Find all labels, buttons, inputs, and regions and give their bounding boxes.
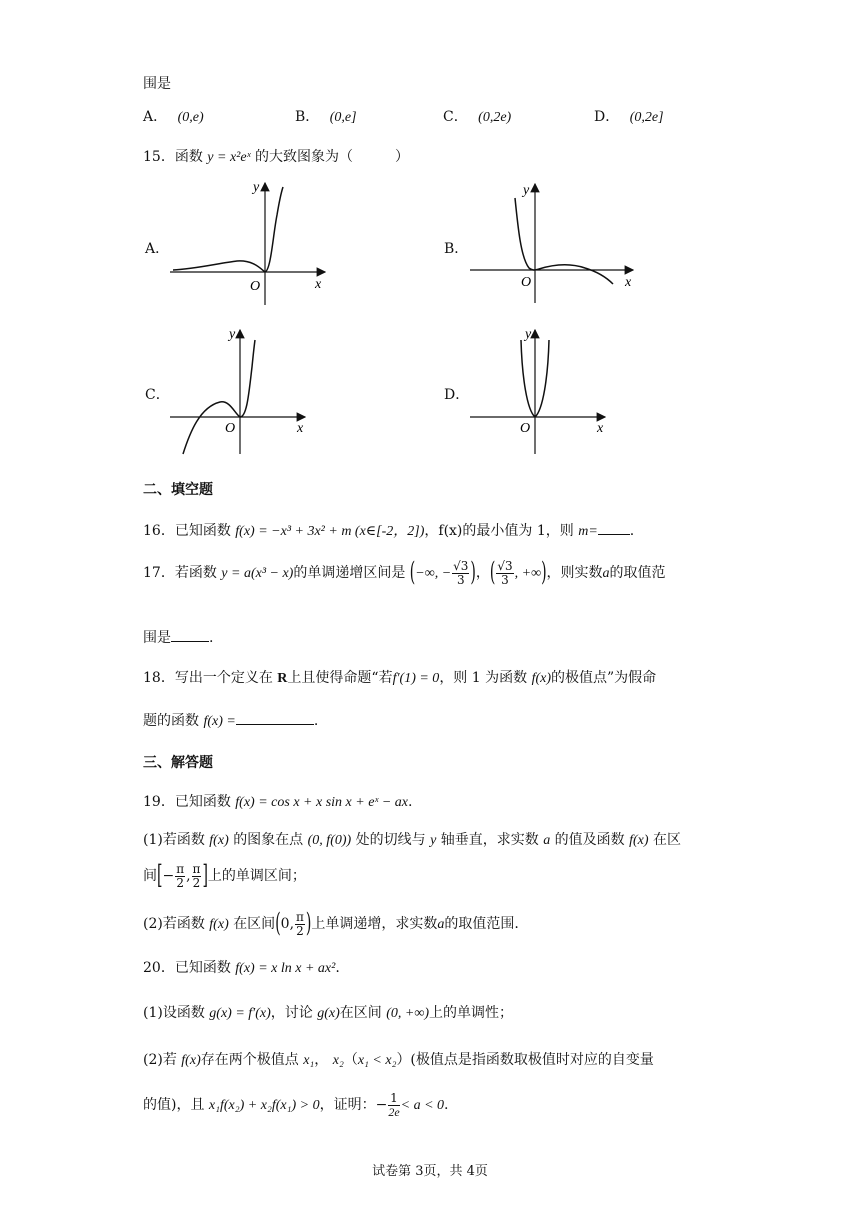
- q18-text: 上且使得命题“若: [287, 670, 393, 686]
- option-label: A．: [143, 109, 168, 125]
- q16-lead: 16．已知函数: [143, 523, 231, 539]
- option-label: C．: [443, 109, 468, 125]
- q18-fx: f(x): [531, 671, 552, 686]
- interval-2-end: , +∞: [514, 566, 542, 582]
- y-label: y: [229, 327, 236, 342]
- q19: 19．已知函数 f(x) = cos x + x sin x + eˣ − ax.: [143, 794, 413, 810]
- graph-label-a: A．: [145, 241, 170, 257]
- graph-label-d: D．: [444, 387, 470, 403]
- graph-a: [165, 175, 340, 310]
- q17-text: 的单调递增区间是: [293, 565, 406, 582]
- q19-part1: (1)若函数 f(x) 的图象在点 (0, f(0)) 处的切线与 y 轴垂直，求实数 a 的值及函数 f(x) 在区: [143, 832, 682, 848]
- q14-option-d: [594, 106, 664, 126]
- graph-label-c: C．: [145, 387, 170, 403]
- q14-option-b: [295, 106, 357, 126]
- q17: 17．若函数 y = a(x³ − x)的单调递增区间是 (−∞, − $\frac{√3}{3}$ )，( $\frac{√3}{3}$ , +∞)，则实数a的取值范: [143, 557, 666, 589]
- q19-formula: f(x) = cos x + x sin x + eˣ − ax: [235, 795, 409, 810]
- q19-part2: (2)若函数 f(x) 在区间(0, $\frac{\pi}{2}$ )上单调递增，求实数a的取值范围.: [143, 908, 519, 940]
- option-value: (0,e): [177, 110, 204, 125]
- section-title-solve: 三、解答题: [143, 755, 213, 771]
- x-label: x: [315, 277, 322, 292]
- q18-formula: f′(1) = 0: [392, 671, 440, 686]
- q14-option-a: [143, 106, 204, 126]
- option-label: B．: [295, 109, 320, 125]
- q16-end: .: [629, 523, 635, 539]
- graph-b: [465, 178, 645, 310]
- q17-line2: 围是 .: [143, 627, 213, 647]
- q15-text: 的大致图象为（ ）: [254, 149, 409, 165]
- q15-formula: y = x²eˣ: [207, 150, 251, 165]
- option-value: (0,e]: [329, 110, 357, 125]
- q19-lead: 19．已知函数: [143, 794, 231, 810]
- x-label: x: [597, 421, 604, 436]
- q16-formula: f(x) = −x³ + 3x² + m (x∈[-2，2]): [235, 524, 425, 539]
- curve: [183, 340, 255, 454]
- option-label: D．: [594, 109, 620, 125]
- fraction: $\frac{√3}{3}$: [453, 559, 469, 587]
- graph-c: [165, 322, 315, 457]
- curve: [173, 187, 283, 272]
- origin-label: O: [250, 279, 261, 294]
- q18-lead: 18．写出一个定义在: [143, 670, 273, 686]
- q18-line2: 题的函数 f(x) = .: [143, 710, 318, 730]
- q20: 20．已知函数 f(x) = x ln x + ax².: [143, 960, 340, 976]
- origin-label: O: [225, 421, 236, 436]
- page-footer: 试卷第 3页，共 4页: [372, 1164, 488, 1179]
- origin-label: O: [521, 275, 532, 290]
- x-label: x: [625, 275, 632, 290]
- q17-text-2: ，则实数: [546, 565, 603, 582]
- q16-m: m=: [578, 524, 598, 539]
- q17-text-3: 的取值范: [609, 565, 666, 582]
- answer-blank[interactable]: [598, 520, 630, 535]
- q16-text: ，f(x)的最小值为 1，则: [424, 523, 574, 539]
- interval-1-start: −∞, −: [415, 566, 452, 582]
- q18-text-2: ，则 1 为函数: [439, 670, 528, 686]
- fraction: $\frac{\pi}{2}$: [296, 910, 304, 938]
- q20-part2-line2: 的值)，且 x₁f(x₂) + x₂f(x₁) > 0，证明：− $\frac{1}{2e}$ < a < 0.: [143, 1091, 449, 1119]
- y-label: y: [253, 180, 260, 195]
- graph-label-b: B．: [444, 241, 469, 257]
- option-value: (0,2e]: [629, 110, 664, 125]
- section-title-fill-blank: 二、填空题: [143, 482, 213, 498]
- q20-formula: f(x) = x ln x + ax²: [235, 961, 336, 976]
- q20-part2: (2)若 f(x)存在两个极值点 x₁， x₂（x₁ < x₂）(极值点是指函数取极值时对应的自变量: [143, 1052, 654, 1068]
- origin-label: O: [520, 421, 531, 436]
- option-value: (0,2e): [478, 110, 512, 125]
- q17-lead: 17．若函数: [143, 565, 217, 582]
- fraction: $\frac{√3}{3}$: [497, 559, 513, 587]
- x-label: x: [297, 421, 304, 436]
- q17-formula: y = a(x³ − x): [221, 566, 294, 582]
- q15-number: 15．函数: [143, 149, 203, 165]
- fraction: $\frac{1}{2e}$: [388, 1091, 400, 1119]
- answer-blank[interactable]: [236, 710, 314, 725]
- y-label: y: [523, 183, 530, 198]
- comma: ，: [475, 565, 490, 582]
- q15-stem: [143, 146, 409, 166]
- var-a: a: [602, 566, 610, 582]
- q20-part1: (1)设函数 g(x) = f′(x)，讨论 g(x)在区间 (0, +∞)上的单调性；: [143, 1005, 513, 1021]
- q14-tail: 围是: [143, 76, 171, 92]
- answer-blank[interactable]: [171, 627, 209, 642]
- q18-text-3: 的极值点”为假命: [551, 670, 657, 686]
- real-set: R: [277, 671, 288, 686]
- fraction: $\frac{\pi}{2}$: [192, 862, 201, 890]
- y-label: y: [525, 327, 532, 342]
- graph-d: [465, 322, 615, 457]
- q19-part1-line2: 间[− $\frac{\pi}{2}$ , $\frac{\pi}{2}$ ]上的单调区间；: [143, 860, 306, 892]
- curve: [515, 198, 613, 284]
- q20-lead: 20．已知函数: [143, 960, 231, 976]
- q14-option-c: [443, 106, 511, 126]
- q16: [143, 520, 634, 540]
- fraction: $\frac{\pi}{2}$: [176, 862, 185, 890]
- q18: [143, 667, 656, 687]
